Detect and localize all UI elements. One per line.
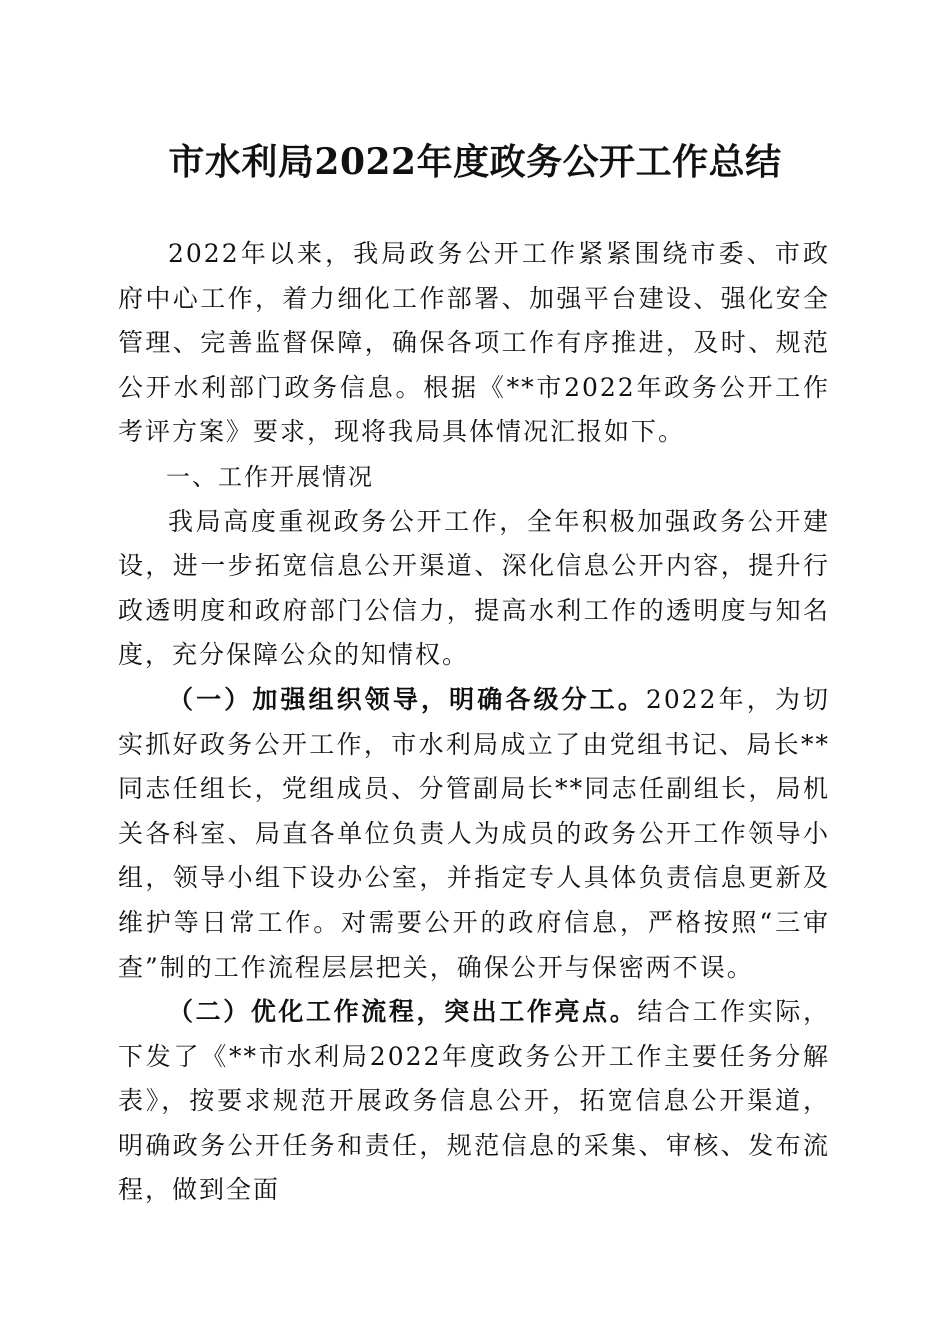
document-body (118, 232, 830, 1213)
item1-paragraph (118, 678, 830, 990)
intro-paragraph: 2022年以来，我局政务公开工作紧紧围绕市委、市政府中心工作，着力细化工作部署、加强平台建设、强化安全管理、完善监督保障，确保各项工作有序推进，及时、规范公开水利部门政务信息。根据《**市2022年政务公开工作考评方案》要求，现将我局具体情况汇报如下。 (118, 239, 830, 447)
section-heading: 一、工作开展情况 (166, 462, 374, 491)
item1-text: 2022年，为切实抓好政务公开工作，市水利局成立了由党组书记、局长**同志任组长，党组成员、分管副局长**同志任副组长，局机关各科室、局直各单位负责人为成员的政务公开工作领导小组，领导小组下设办公室，并指定专人具体负责信息更新及维护等日常工作。对需要公开的政府信息，严格按照“三审查”制的工作流程层层把关，确保公开与保密两不误。 (118, 684, 830, 982)
item2-text: 结合工作实际，下发了《**市水利局2022年度政务公开工作主要任务分解表》，按要求规范开展政务信息公开，拓宽信息公开渠道，明确政务公开任务和责任，规范信息的采集、审核、发布流程，做到全面 (118, 997, 830, 1205)
item1-heading: （一）加强组织领导，明确各级分工。 (168, 684, 646, 714)
section-intro-paragraph: 我局高度重视政务公开工作，全年积极加强政务公开建设，进一步拓宽信息公开渠道、深化信息公开内容，提升行政透明度和政府部门公信力，提高水利工作的透明度与知名度，充分保障公众的知情权。 (118, 506, 830, 670)
item2-paragraph (118, 990, 830, 1213)
item2-heading: （二）优化工作流程，突出工作亮点。 (168, 997, 638, 1027)
document-title: 市水利局2022年度政务公开工作总结 (168, 141, 782, 183)
